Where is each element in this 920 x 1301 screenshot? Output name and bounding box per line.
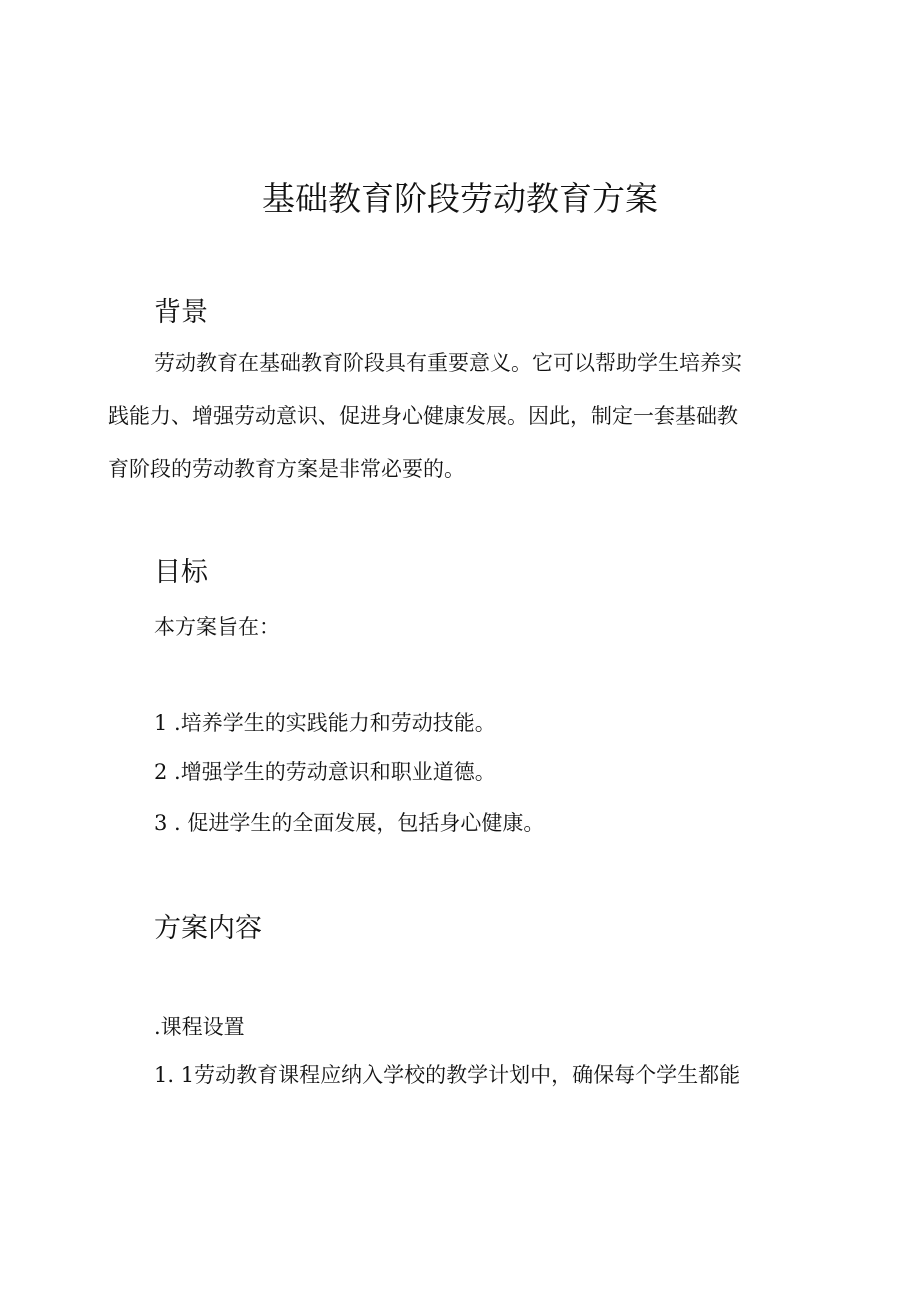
background-paragraph xyxy=(108,337,808,496)
goals-intro: 本方案旨在： xyxy=(154,615,280,639)
document-title: 基础教育阶段劳动教育方案 xyxy=(262,179,658,218)
section-heading-content: 方案内容 xyxy=(154,913,262,944)
goal-item-2: 2 .增强学生的劳动意识和职业道德。 xyxy=(154,760,496,784)
goal-item-1: 1 .培养学生的实践能力和劳动技能。 xyxy=(154,711,496,735)
paragraph-line: 育阶段的劳动教育方案是非常必要的。 xyxy=(108,457,465,481)
content-subheading: .课程设置 xyxy=(154,1015,245,1039)
content-first-line: 1. 1劳动教育课程应纳入学校的教学计划中，确保每个学生都能 xyxy=(154,1063,741,1087)
paragraph-line: 践能力、增强劳动意识、促进身心健康发展。因此，制定一套基础教 xyxy=(108,404,738,428)
goal-item-3: 3 . 促进学生的全面发展，包括身心健康。 xyxy=(154,811,545,835)
section-heading-background: 背景 xyxy=(154,297,208,328)
section-heading-goals: 目标 xyxy=(154,557,208,588)
paragraph-line: 劳动教育在基础教育阶段具有重要意义。它可以帮助学生培养实 xyxy=(154,351,742,375)
